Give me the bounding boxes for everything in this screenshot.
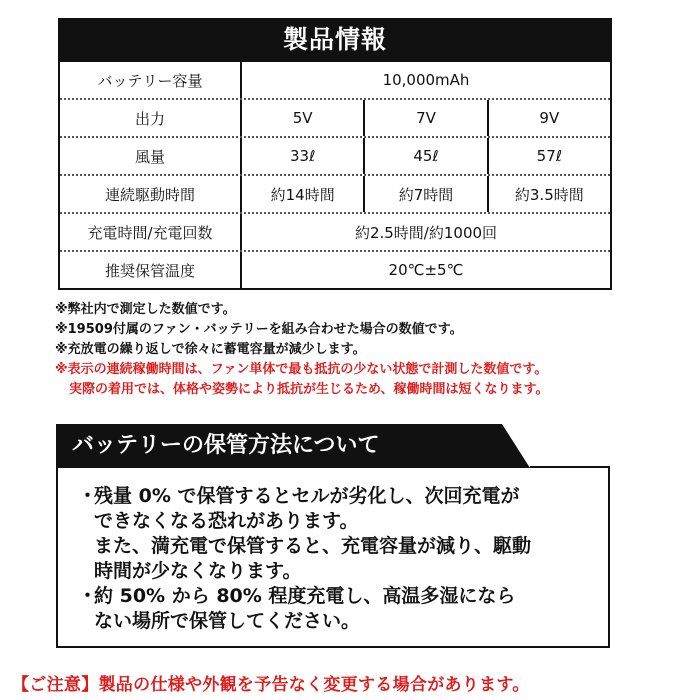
table-row: [60, 252, 610, 288]
bullet-mark: ・: [78, 485, 98, 507]
note-line: ※弊社内で測定した数値です。: [55, 302, 236, 317]
row-value: 45ℓ: [365, 138, 488, 174]
footer-notice: 【ご注意】製品の仕様や外観を予告なく変更する場合があります。: [12, 675, 530, 695]
row-value: 20℃±5℃: [388, 261, 464, 279]
notes: [55, 300, 665, 400]
spec-title: 製品情報: [58, 18, 612, 62]
table-row: [60, 138, 610, 176]
bullet-mark: ・: [78, 585, 98, 607]
storage-section: [56, 424, 610, 648]
table-row: [60, 62, 610, 100]
row-value: 約3.5時間: [514, 185, 584, 204]
row-value: 10,000mAh: [382, 71, 470, 89]
note-line: ※充放電の繰り返しで徐々に蓄電容量が減少します。: [55, 342, 366, 357]
bullet-text: 約 50% から 80% 程度充電し、高温多湿になら ない場所で保管してください。: [94, 585, 516, 632]
note-line: ※19509付属のファン・バッテリーを組み合わせた場合の数値です。: [55, 322, 463, 337]
warning-note-line: 実際の着用では、体格や姿勢により抵抗が生じるため、稼働時間は短くなります。: [69, 382, 549, 397]
row-label: 推奨保管温度: [60, 252, 242, 288]
table-row: [60, 214, 610, 252]
list-item: [78, 584, 588, 634]
storage-body: [56, 468, 610, 648]
row-label: 風量: [60, 138, 242, 174]
row-value: 約14時間: [242, 176, 365, 212]
row-label: 連続駆動時間: [60, 176, 242, 212]
spec-table: [58, 18, 612, 290]
row-value: 57ℓ: [536, 147, 562, 165]
table-row: [60, 100, 610, 138]
row-value: 約2.5時間/約1000回: [354, 223, 498, 242]
row-value: 7V: [365, 100, 488, 136]
list-item: [78, 484, 588, 584]
storage-header: [56, 424, 610, 468]
spec-grid: [58, 62, 612, 290]
row-label: 出力: [60, 100, 242, 136]
row-label: バッテリー容量: [60, 62, 242, 98]
storage-title: バッテリーの保管方法について: [72, 433, 380, 458]
row-value: 33ℓ: [242, 138, 365, 174]
row-value: 5V: [242, 100, 365, 136]
row-value: 9V: [539, 109, 560, 127]
bullet-text: 残量 0% で保管するとセルが劣化し、次回充電が できなくなる恐れがあります。 また、満充電で保管すると、充電容量が減り、駆動 時間が少なくなります。: [94, 485, 532, 582]
table-row: [60, 176, 610, 214]
warning-note-line: ※表示の連続稼働時間は、ファン単体で最も抵抗の少ない状態で計測した数値です。: [55, 362, 548, 377]
row-label: 充電時間/充電回数: [60, 214, 242, 250]
row-value: 約7時間: [365, 176, 488, 212]
